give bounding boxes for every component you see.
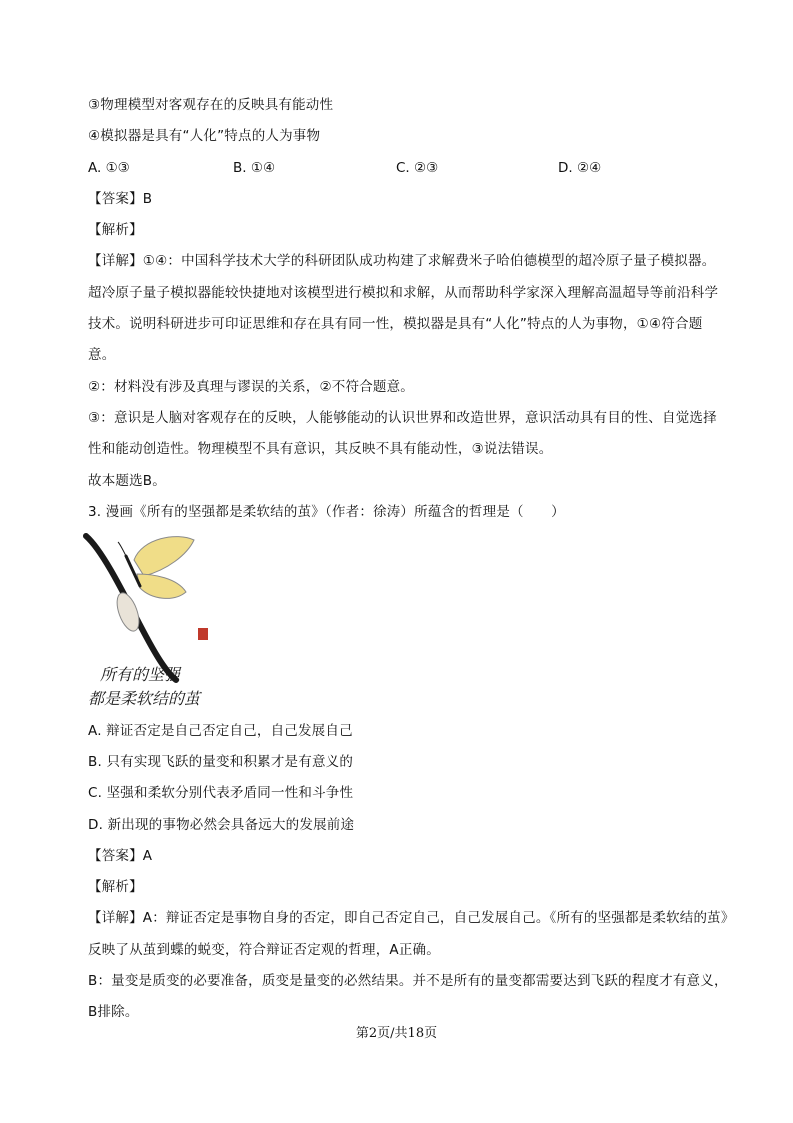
cartoon-caption-line-2: 都是柔软结的茧 [88, 689, 201, 708]
explanation-line: 性和能动创造性。物理模型不具有意识，其反映不具有能动性，③说法错误。 [88, 441, 553, 457]
explanation-line: 【详解】①④：中国科学技术大学的科研团队成功构建了求解费米子哈伯德模型的超冷原子量子模拟器。 [88, 253, 716, 269]
choice-d: D. ②④ [558, 160, 602, 176]
choice-a: A. 辩证否定是自己否定自己，自己发展自己 [88, 723, 353, 739]
explanation-line: ③：意识是人脑对客观存在的反映，人能够能动的认识世界和改造世界，意识活动具有目的性、自觉选择 [88, 410, 717, 426]
explanation-line: 技术。说明科研进步可印证思维和存在具有同一性，模拟器是具有“人化”特点的人为事物，①④符合题 [88, 316, 703, 332]
option-item-4: ④模拟器是具有“人化”特点的人为事物 [88, 128, 321, 144]
butterfly-cocoon-illustration [82, 530, 212, 715]
choice-c: C. 坚强和柔软分别代表矛盾同一性和斗争性 [88, 785, 354, 801]
question-3-stem: 3. 漫画《所有的坚强都是柔软结的茧》（作者：徐涛）所蕴含的哲理是（ ） [88, 504, 565, 520]
answer-label: 【答案】B [88, 191, 153, 207]
explanation-line: 反映了从茧到蝶的蜕变，符合辩证否定观的哲理，A正确。 [88, 942, 440, 958]
explanation-line: 意。 [88, 347, 116, 363]
page-number: 第2页/共18页 [355, 1026, 438, 1041]
choice-b: B. ①④ [233, 160, 276, 176]
cartoon-figure [82, 530, 212, 715]
analysis-label: 【解析】 [88, 879, 143, 895]
answer-label: 【答案】A [88, 848, 153, 864]
butterfly-lower-wing [137, 574, 186, 598]
cartoon-caption-line-1: 所有的坚强 [100, 665, 181, 684]
butterfly-antenna [118, 542, 126, 556]
artist-seal [198, 628, 208, 640]
choice-c: C. ②③ [396, 160, 439, 176]
analysis-label: 【解析】 [88, 222, 143, 238]
explanation-line: B：量变是质变的必要准备，质变是量变的必然结果。并不是所有的量变都需要达到飞跃的程度才有意义， [88, 973, 728, 989]
explanation-line: 超冷原子量子模拟器能较快捷地对该模型进行模拟和求解，从而帮助科学家深入理解高温超导等前沿科学 [88, 285, 719, 301]
choice-d: D. 新出现的事物必然会具备远大的发展前途 [88, 817, 355, 833]
explanation-line: B排除。 [88, 1004, 139, 1020]
conclusion-line: 故本题选B。 [88, 473, 166, 489]
answer-choices-q2 [88, 158, 728, 178]
explanation-line: 【详解】A：辩证否定是事物自身的否定，即自己否定自己，自己发展自己。《所有的坚强都是柔软结的茧》 [88, 910, 735, 926]
choice-b: B. 只有实现飞跃的量变和积累才是有意义的 [88, 754, 354, 770]
explanation-line: ②：材料没有涉及真理与谬误的关系，②不符合题意。 [88, 379, 415, 395]
choice-a: A. ①③ [88, 160, 130, 176]
butterfly-upper-wing [134, 537, 194, 576]
option-item-3: ③物理模型对客观存在的反映具有能动性 [88, 97, 334, 113]
